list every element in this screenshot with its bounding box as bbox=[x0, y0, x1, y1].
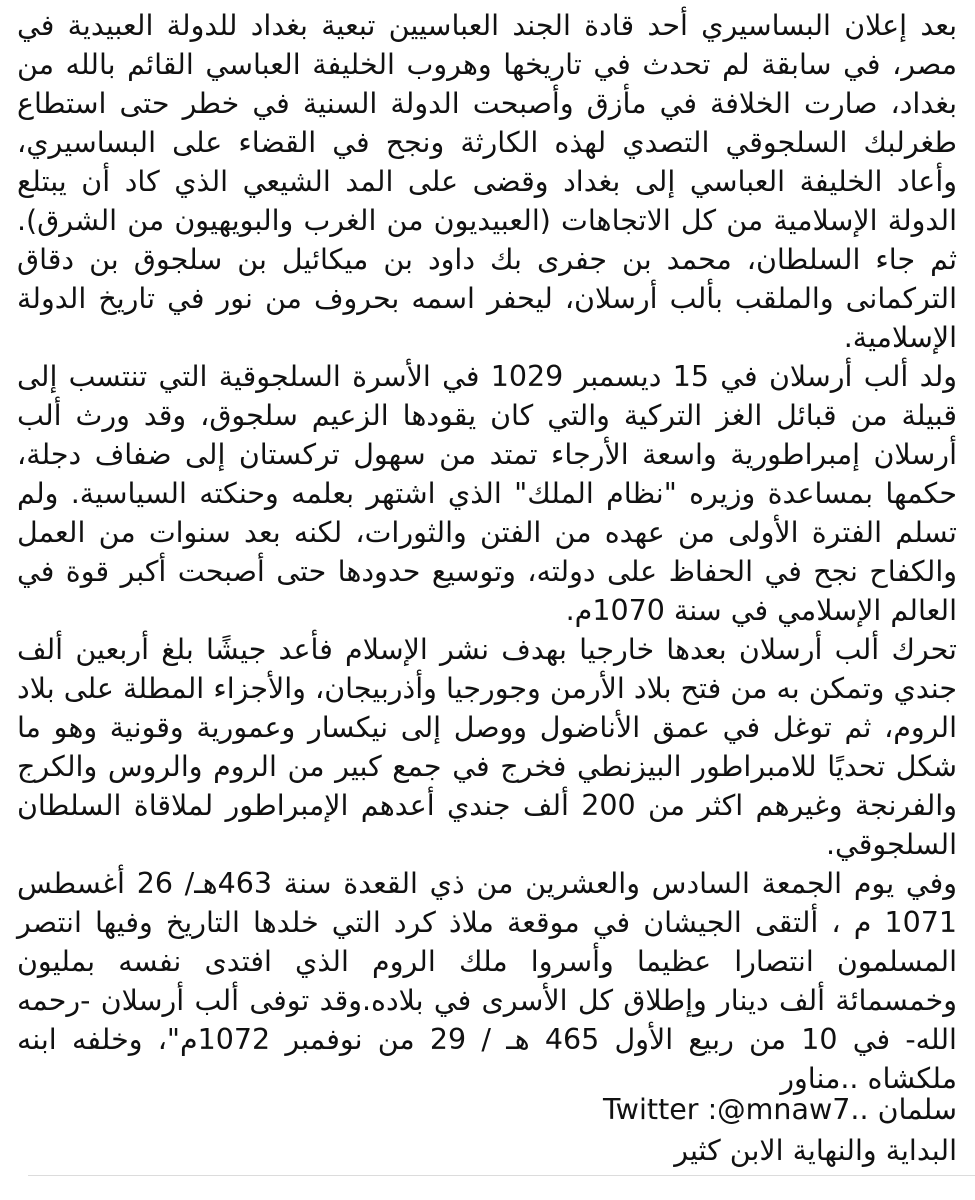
author-credit bbox=[17, 1090, 957, 1129]
divider bbox=[28, 1175, 975, 1176]
paragraph-campaign: تحرك ألب أرسلان بعدها خارجيا بهدف نشر الإسلام فأعد جيشًا بلغ أربعين ألف جندي وتمكن به من فتح بلاد الأرمن وجورجيا وأذربيجان، والأجزاء المطلة على بلاد الروم، ثم توغل في عمق الأناضول ووصل إلى نيكسار وعمورية وقونية وهو ما شكل تحديًا للامبراطور البيزنطي فخرج في جمع كبير من الروم والروس والكرج والفرنجة وغيرهم اكثر من 200 ألف جندي أعدهم الإمبراطور لملاقاة السلطان السلجوقي. bbox=[17, 633, 957, 861]
author-credit-text: سلمان ..Twitter :@mnaw7 bbox=[602, 1093, 957, 1126]
paragraph-birth: ولد ألب أرسلان في 15 ديسمبر 1029 في الأسرة السلجوقية التي تنتسب إلى قبيلة من قبائل الغز التركية والتي كان يقودها الزعيم سلجوق، وقد ورث ألب أرسلان إمبراطورية واسعة الأرجاء تمتد من سهول تركستان إلى ضفاف دجلة، حكمها بمساعدة وزيره "نظام الملك" الذي اشتهر بعلمه وحنكته السياسية. ولم تسلم الفترة الأولى من عهده من الفتن والثورات، لكنه بعد سنوات من العمل والكفاح نجح في الحفاظ على دولته، وتوسيع حدودها حتى أصبحت أكبر قوة في العالم الإسلامي في سنة 1070م. bbox=[17, 360, 958, 627]
paragraph-battle: وفي يوم الجمعة السادس والعشرين من ذي القعدة سنة 463هـ/ 26 أغسطس 1071 م ، ألتقى الجيشان في موقعة ملاذ كرد التي خلدها التاريخ وفيها انتصر المسلمون انتصارا عظيما وأسروا ملك الروم الذي افتدى نفسه بمليون وخمسمائة ألف دينار وإطلاق كل الأسرى في بلاده.وقد توفى ألب أرسلان -رحمه الله- في 10 من ربيع الأول 465 هـ / 29 من نوفمبر 1072م"، وخلفه ابنه ملكشاه ..مناور bbox=[17, 867, 957, 1095]
paragraph-intro: بعد إعلان البساسيري أحد قادة الجند العباسيين تبعية بغداد للدولة العبيدية في مصر، في سابقة لم تحدث في تاريخها وهروب الخليفة العباسي القائم بالله من بغداد، صارت الخلافة في مأزق وأصبحت الدولة السنية في خطر حتى استطاع طغرلبك السلجوقي التصدي لهذه الكارثة ونجح في القضاء على البساسيري، وأعاد الخليفة العباسي إلى بغداد وقضى على المد الشيعي الذي كاد أن يبتلع الدولة الإسلامية من كل الاتجاهات (العبيديون من الغرب والبويهيون من الشرق). ثم جاء السلطان، محمد بن جفرى بك داود بن ميكائيل بن سلجوق بن دقاق التركمانى والملقب بألب أرسلان، ليحفر اسمه بحروف من نور في تاريخ الدولة الإسلامية. bbox=[17, 9, 957, 354]
article-body bbox=[17, 6, 957, 1098]
source-citation: البداية والنهاية الابن كثير bbox=[674, 1134, 957, 1167]
